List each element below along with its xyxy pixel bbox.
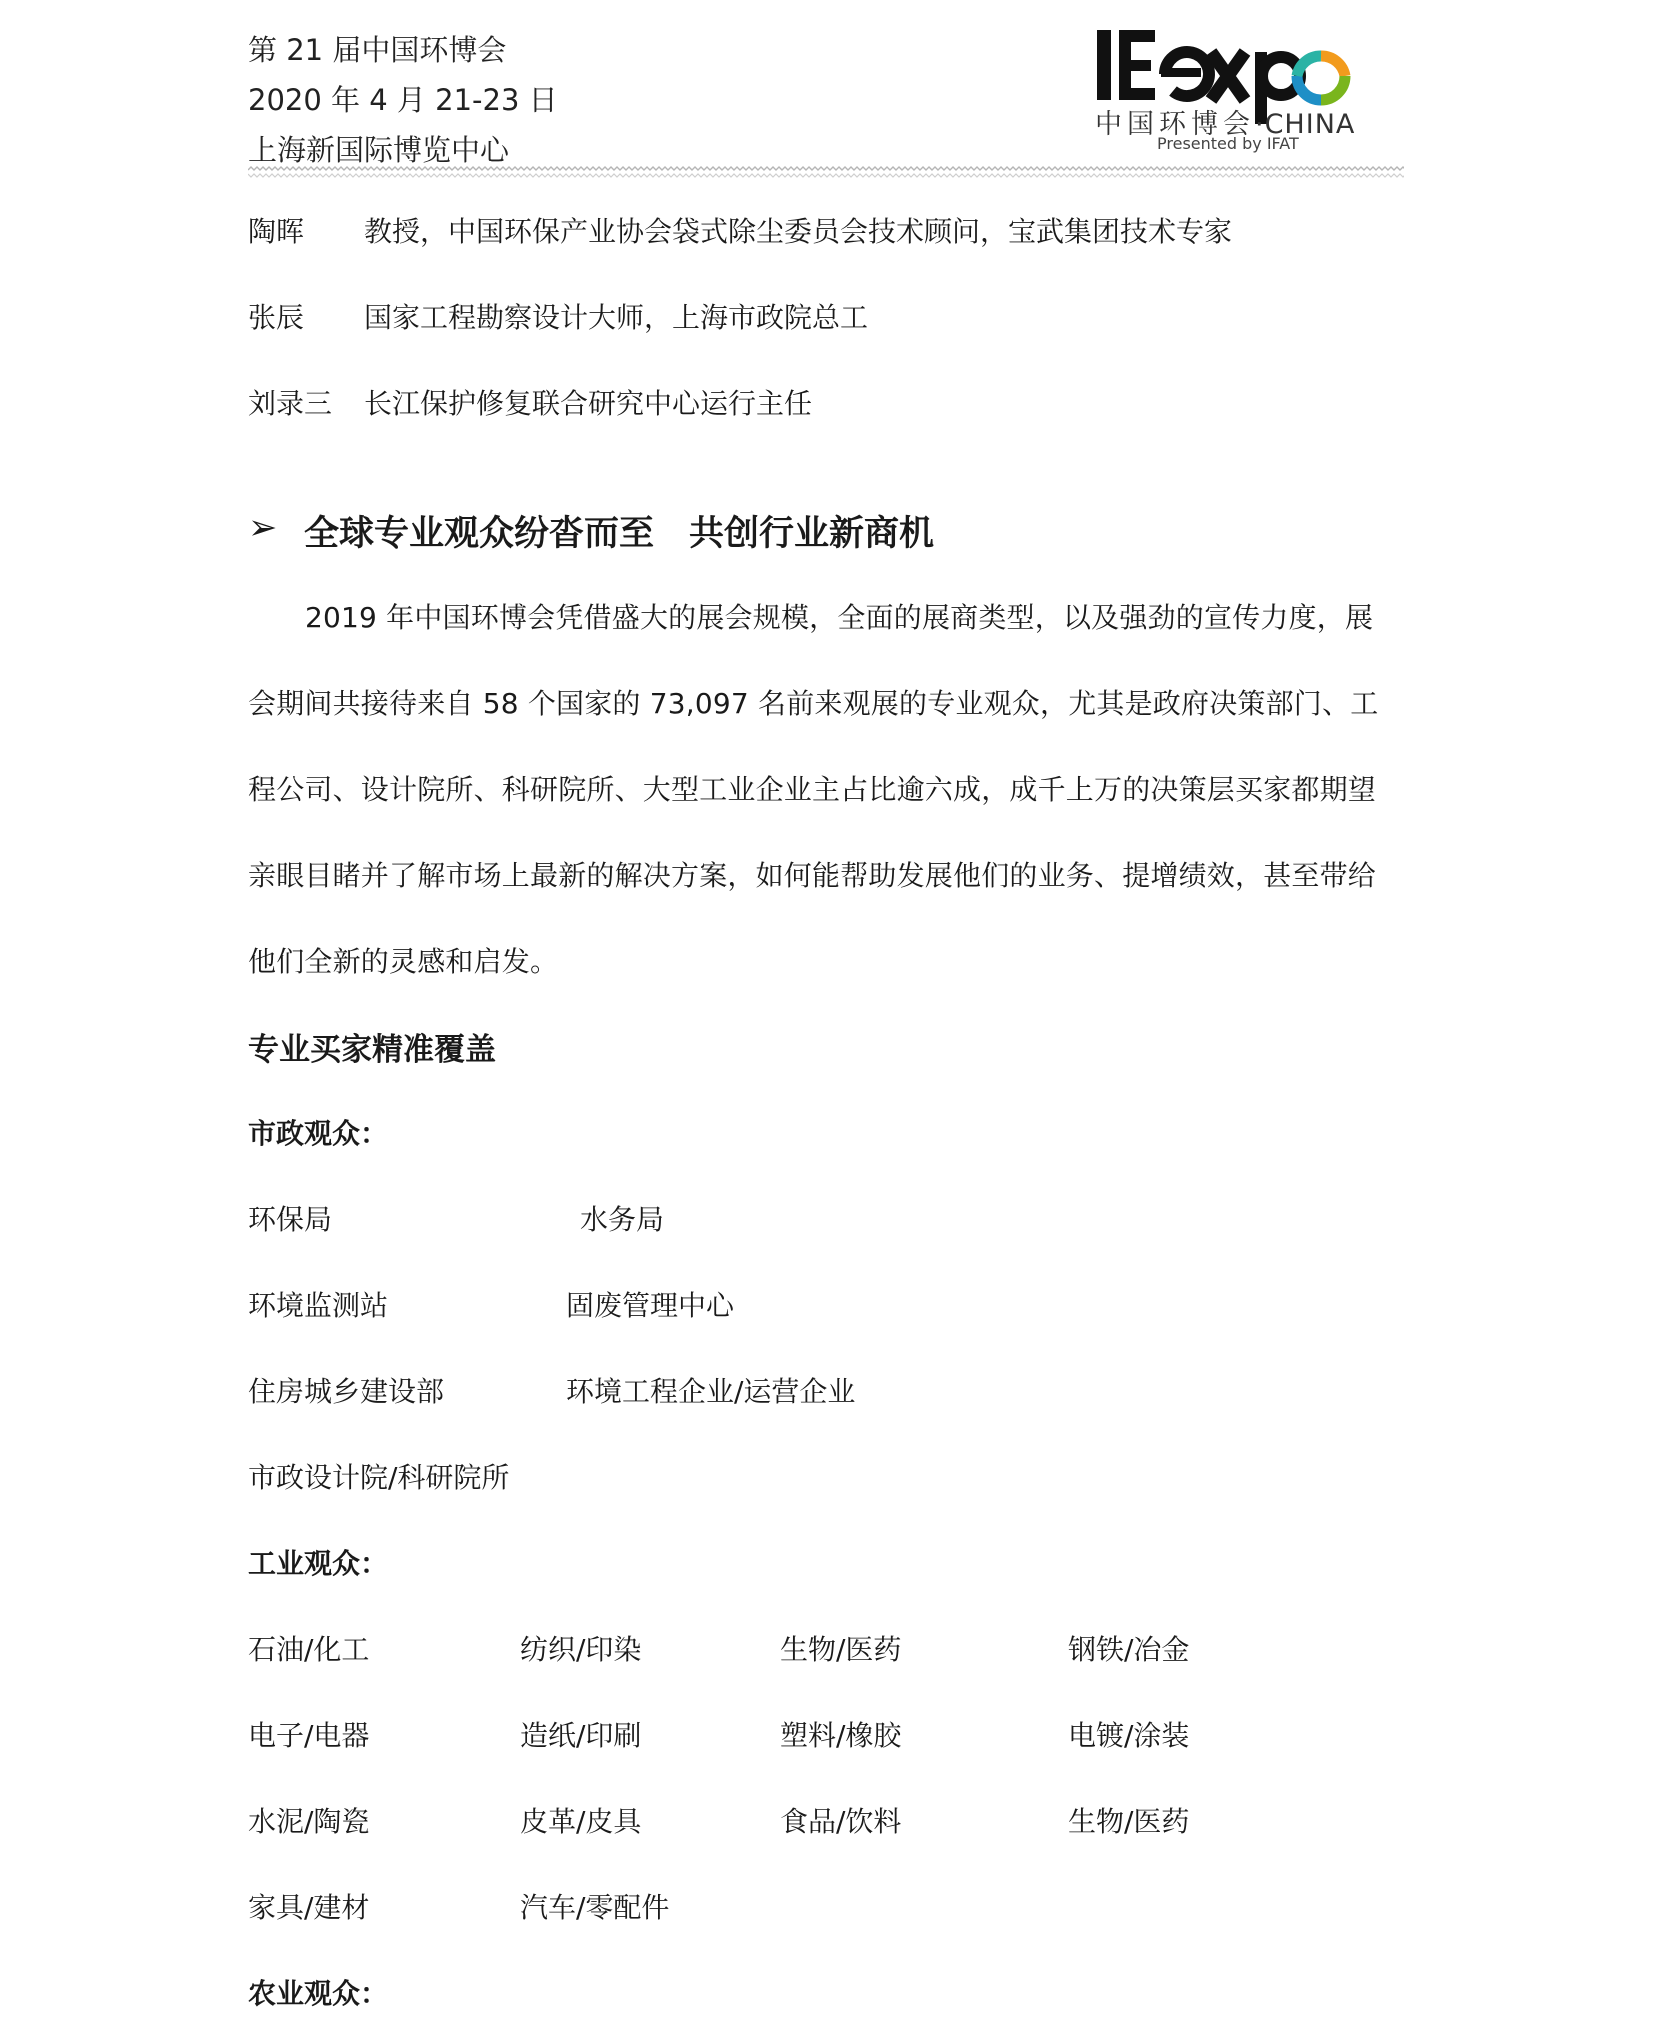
list-item: 食品/饮料: [780, 1805, 902, 1838]
list-item: 家具/建材: [248, 1891, 370, 1924]
industrial-label: 工业观众：: [248, 1547, 389, 1580]
list-item: 石油/化工: [248, 1633, 370, 1666]
list-item: 皮革/皮具: [520, 1805, 642, 1838]
expert-title: 国家工程勘察设计大师，上海市政院总工: [364, 301, 869, 334]
expert-name: 张辰: [248, 301, 305, 334]
list-item: 环保局: [248, 1203, 333, 1236]
list-item: 环境工程企业/运营企业: [566, 1375, 856, 1408]
list-item: 钢铁/冶金: [1068, 1633, 1190, 1666]
list-item: 生物/医药: [780, 1633, 902, 1666]
section-title: 全球专业观众纷沓而至 共创行业新商机: [304, 514, 935, 554]
expert-name: 刘录三: [248, 387, 333, 420]
list-item: 住房城乡建设部: [248, 1375, 445, 1408]
header-divider: [248, 166, 1404, 178]
buyers-heading: 专业买家精准覆盖: [248, 1032, 496, 1068]
expert-title: 教授，中国环保产业协会袋式除尘委员会技术顾问，宝武集团技术专家: [364, 215, 1233, 248]
list-item: 塑料/橡胶: [780, 1719, 902, 1752]
expert-title: 长江保护修复联合研究中心运行主任: [364, 387, 813, 420]
logo-cn-name: 中国环博会·CHINA: [1095, 109, 1356, 140]
expert-name: 陶晖: [248, 215, 305, 248]
list-item: 固废管理中心: [566, 1289, 735, 1322]
list-item: 生物/医药: [1068, 1805, 1190, 1838]
list-item: 纺织/印染: [520, 1633, 642, 1666]
list-item: 市政设计院/科研院所: [248, 1461, 510, 1494]
section-bullet: ➢: [248, 508, 278, 548]
event-edition: 第 21 届中国环博会: [248, 33, 507, 67]
paragraph-line: 2019 年中国环博会凭借盛大的展会规模，全面的展商类型，以及强劲的宣传力度，展: [305, 601, 1374, 634]
list-item: 水泥/陶瓷: [248, 1805, 370, 1838]
paragraph-line: 他们全新的灵感和启发。: [248, 945, 559, 978]
event-dates: 2020 年 4 月 21-23 日: [248, 83, 558, 117]
list-item: 电镀/涂装: [1068, 1719, 1190, 1752]
event-venue: 上海新国际博览中心: [248, 133, 510, 167]
list-item: 汽车/零配件: [520, 1891, 670, 1924]
paragraph-line: 会期间共接待来自 58 个国家的 73,097 名前来观展的专业观众，尤其是政府决策部门、工: [248, 687, 1379, 720]
list-item: 环境监测站: [248, 1289, 389, 1322]
paragraph-line: 程公司、设计院所、科研院所、大型工业企业主占比逾六成，成千上万的决策层买家都期望: [248, 773, 1377, 806]
paragraph-line: 亲眼目睹并了解市场上最新的解决方案，如何能帮助发展他们的业务、提增绩效，甚至带给: [248, 859, 1377, 892]
ieexpo-logo: [1095, 22, 1375, 158]
list-item: 造纸/印刷: [520, 1719, 642, 1752]
agricultural-label: 农业观众：: [248, 1977, 389, 2010]
logo-presented-by: Presented by IFAT: [1157, 134, 1299, 153]
list-item: 电子/电器: [248, 1719, 370, 1752]
list-item: 水务局: [580, 1203, 665, 1236]
municipal-label: 市政观众：: [248, 1117, 389, 1150]
